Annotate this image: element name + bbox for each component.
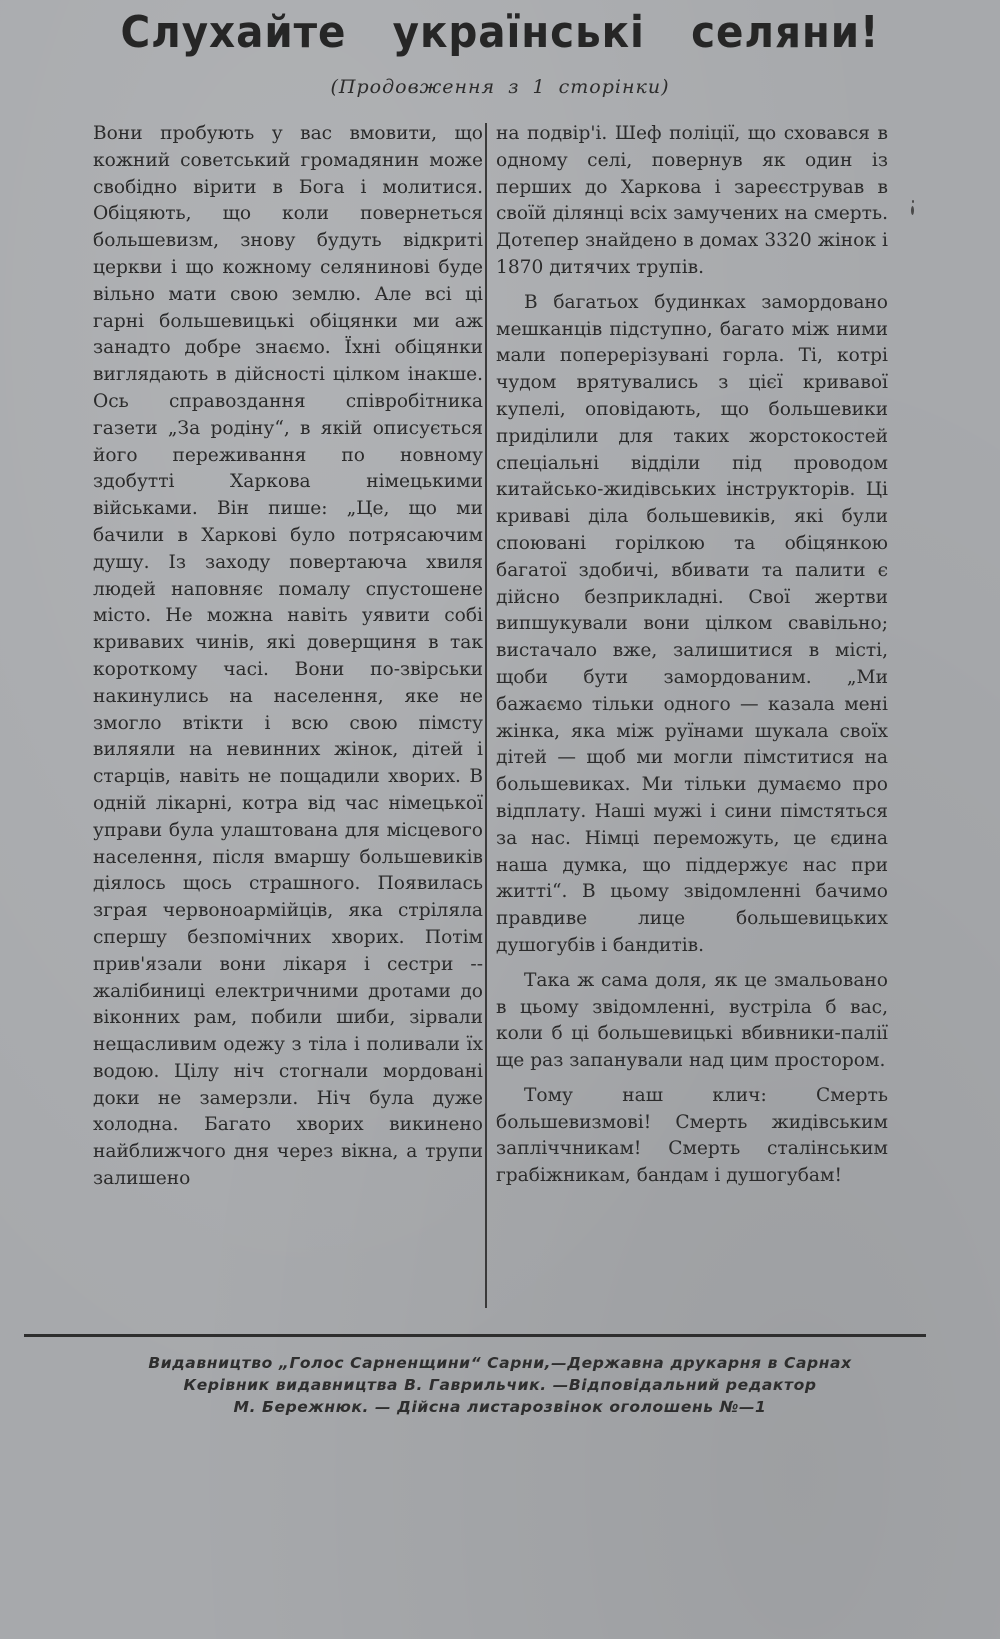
article-column-left: [93, 121, 483, 1193]
article-paragraph: Вони пробують у вас вмовити, що кожний советський громадянин може свобідно вірити в Бога і молитися. Обіцяють, що коли повернеться большевизм, знову будуть відкриті церкви і що кожному селянинові буде вільно мати свою землю. Але всі ці гарні большевицькі обіцянки ми аж занадто добре знаємо. Їхні обіцянки виглядають в дійсності цілком інакше. Ось справоздання співробітника газети „За родіну“, в якій описується його переживання по новному здобутті Харкова німецькими військами. Він пише: „Це, що ми бачили в Харкові було потрясаючим душу. Із заходу повертаюча хвиля людей наповняє помалу спустошене місто. Не можна навіть уявити собі кривавих чинів, які доверщиня в так короткому часі. Вони по-звірськи накинулись на населення, яке не змогло втікти і всю свою пімсту виляяли на невинних жінок, дітей і старців, навіть не пощадили хворих. В одній лікарні, котра від час німецької управи була улаштована для місцевого населення, після вмаршу большевиків діялось щось страшного. Появилась зграя червоноармійців, яка стріляла спершу безпомічних хворих. Потім прив'язали вони лікаря і сестри -- жалібиниці електричними дротами до віконних рам, побили шиби, зірвали нещасливим одежу з тіла і поливали їх водою. Цілу ніч стогнали мордовані доки не замерзли. Ніч була дуже холодна. Багато хворих викинено найближчого дня через вікна, а трупи залишено: [93, 123, 483, 1190]
article-column-right: [496, 121, 888, 1190]
imprint-line: Керівник видавництва В. Гаврильчик. —Відповідальний редактор: [183, 1376, 817, 1394]
article-paragraph: Тому наш клич: Смерть большевизмові! Смерть жидівським запліччникам! Смерть сталінським грабіжникам, бандам і душогубам!: [496, 1084, 888, 1187]
article-paragraph: Така ж сама доля, як це змальовано в цьому звідомленні, вустріла б вас, коли б ці большевицькі вбивники-палії ще раз запанували над цим простором.: [496, 969, 888, 1072]
imprint-line: М. Бережнюк. — Дійсна листарозвінок оголошень №—1: [233, 1398, 767, 1416]
print-speck: [911, 206, 914, 215]
article-paragraph: на подвір'і. Шеф поліції, що сховався в одному селі, повернув як один із перших до Харкова і зареєстрував в своїй ділянці всіх замучених на смерть. Дотепер знайдено в домах 3320 жінок і 1870 дитячих трупів.: [496, 123, 888, 278]
imprint-line: Видавництво „Голос Сарненщини“ Сарни,—Державна друкарня в Сарнах: [148, 1354, 852, 1372]
column-divider: [485, 123, 487, 1308]
imprint-footer: [0, 1352, 1000, 1418]
footer-rule: [24, 1334, 926, 1337]
article-paragraph: В багатьох будинках замордовано мешканців підступно, багато між ними мали поперерізувані горла. Ті, котрі чудом врятувались з цієї кривавої купелі, оповідають, що большевики приділили для таких жорстокостей спеціальні відділи під проводом китайсько-жидівських інструкторів. Ці криваві діла большевиків, які були споювані горілкою та обіцянкою багатої здобичі, вбивати та палити є дійсно безприкладні. Свої жертви випшукували вони цілком свавільно; вистачало вже, залишитися в місті, щоби бути замордованим. „Ми бажаємо тільки одного — казала мені жінка, яка між руїнами шукала своїх дітей — щоб ми могли пімститися на большевиках. Ми тільки думаємо про відплату. Наші мужі і сини пімстяться за нас. Німці переможуть, це єдина наша думка, що піддержує нас при житті“. В цьому звідомленні бачимо правдиве лице большевицьких душогубів і бандитів.: [496, 291, 888, 956]
continuation-note: (Продовження з 1 сторінки): [330, 76, 670, 98]
page-title: Слухайте українські селяни!: [120, 7, 880, 58]
print-speck: [912, 200, 914, 203]
